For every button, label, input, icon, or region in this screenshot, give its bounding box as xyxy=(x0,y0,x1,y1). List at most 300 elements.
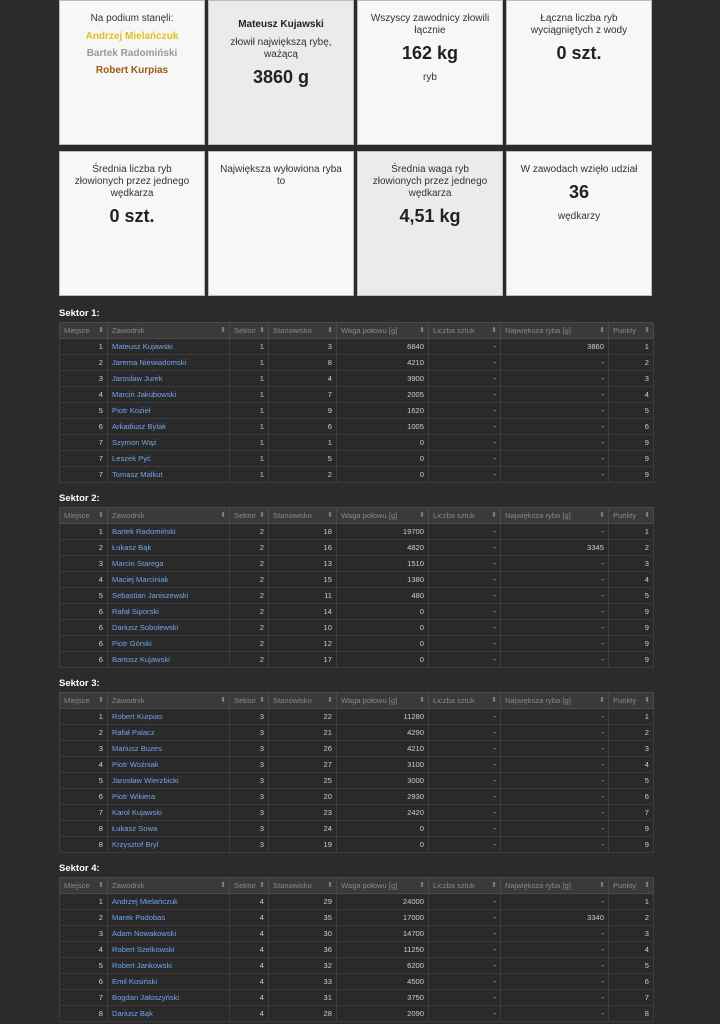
participants-unit: wędkarzy xyxy=(557,211,601,222)
table-cell: 4210 xyxy=(337,355,429,371)
column-header[interactable] xyxy=(230,878,269,894)
table-cell: - xyxy=(429,709,501,725)
table-cell: 7 xyxy=(60,435,108,451)
table-row xyxy=(60,789,654,805)
table-cell: 8 xyxy=(60,837,108,853)
table-row xyxy=(60,725,654,741)
table-cell: 9 xyxy=(269,403,337,419)
table-cell: 4 xyxy=(609,572,654,588)
table-cell: 4 xyxy=(609,757,654,773)
table-cell: 11 xyxy=(269,588,337,604)
column-header[interactable] xyxy=(108,693,230,709)
table-row xyxy=(60,926,654,942)
table-cell: - xyxy=(501,725,609,741)
angler-link[interactable]: Piotr Woźniak xyxy=(108,757,230,773)
table-cell: - xyxy=(501,524,609,540)
table-cell: - xyxy=(501,942,609,958)
angler-link[interactable]: Jarema Niewiadomski xyxy=(108,355,230,371)
table-cell: - xyxy=(429,974,501,990)
podium-first: Andrzej Mielańczuk xyxy=(85,31,179,42)
table-cell: - xyxy=(429,741,501,757)
table-cell: 1 xyxy=(230,371,269,387)
column-header[interactable] xyxy=(609,878,654,894)
column-header[interactable] xyxy=(429,693,501,709)
sort-icon[interactable]: ⬍ xyxy=(259,697,265,704)
table-cell: 9 xyxy=(609,435,654,451)
table-cell: - xyxy=(429,910,501,926)
sort-icon[interactable]: ⬍ xyxy=(599,327,605,334)
largest-fish-label: Największa wyłowiona ryba to xyxy=(220,164,342,187)
table-cell: - xyxy=(501,709,609,725)
table-cell: 19 xyxy=(269,837,337,853)
table-cell: 3 xyxy=(230,821,269,837)
table-row xyxy=(60,773,654,789)
column-header[interactable] xyxy=(501,323,609,339)
column-header-label: Stanowisko xyxy=(273,696,312,705)
column-header-label: Stanowisko xyxy=(273,511,312,520)
angler-link[interactable]: Karol Kujawski xyxy=(108,805,230,821)
table-cell: 2 xyxy=(60,910,108,926)
table-cell: - xyxy=(429,620,501,636)
table-row xyxy=(60,821,654,837)
table-cell: - xyxy=(429,419,501,435)
sort-icon[interactable]: ⬍ xyxy=(220,512,226,519)
table-cell: 3 xyxy=(269,339,337,355)
table-cell: - xyxy=(429,636,501,652)
table-cell: - xyxy=(501,572,609,588)
table-cell: 5 xyxy=(60,588,108,604)
table-row xyxy=(60,620,654,636)
sort-icon[interactable]: ⬍ xyxy=(98,512,104,519)
table-cell: 5 xyxy=(609,958,654,974)
column-header-label: Zawodnik xyxy=(112,696,145,705)
column-header[interactable] xyxy=(609,323,654,339)
angler-link[interactable]: Łukasz Sowa xyxy=(108,821,230,837)
table-cell: 28 xyxy=(269,1006,337,1022)
table-cell: 1 xyxy=(230,467,269,483)
table-cell: 2 xyxy=(230,636,269,652)
podium-second: Bartek Radomiński xyxy=(86,48,178,59)
column-header[interactable] xyxy=(609,508,654,524)
column-header[interactable] xyxy=(337,323,429,339)
table-cell: 6 xyxy=(60,620,108,636)
table-cell: 2 xyxy=(60,540,108,556)
table-cell: 11280 xyxy=(337,709,429,725)
column-header-label: Stanowisko xyxy=(273,326,312,335)
table-cell: 6 xyxy=(60,604,108,620)
column-header-label: Liczba sztuk xyxy=(433,326,475,335)
sector-table xyxy=(59,507,654,668)
column-header-label: Zawodnik xyxy=(112,511,145,520)
table-cell: 3 xyxy=(230,789,269,805)
table-cell: 0 xyxy=(337,467,429,483)
table-row xyxy=(60,741,654,757)
table-cell: 11250 xyxy=(337,942,429,958)
table-cell: - xyxy=(501,958,609,974)
table-cell: - xyxy=(501,467,609,483)
table-cell: 6 xyxy=(269,419,337,435)
table-cell: 1380 xyxy=(337,572,429,588)
avg-count-value: 0 szt. xyxy=(109,206,155,226)
participants-label: W zawodach wzięło udział xyxy=(520,164,638,175)
angler-link[interactable]: Robert Szelkowski xyxy=(108,942,230,958)
table-cell: 33 xyxy=(269,974,337,990)
table-cell: 1 xyxy=(609,524,654,540)
table-cell: 3860 xyxy=(501,339,609,355)
table-cell: 2 xyxy=(230,524,269,540)
table-cell: 0 xyxy=(337,652,429,668)
angler-link[interactable]: Bartosz Kujawski xyxy=(108,652,230,668)
sector-title: Sektor 3: xyxy=(59,678,100,689)
table-row xyxy=(60,942,654,958)
column-header[interactable] xyxy=(337,878,429,894)
column-header-label: Największa ryba [g] xyxy=(505,881,571,890)
biggest-fish-label: złowił największą rybę, ważącą xyxy=(230,37,332,60)
table-cell: 4 xyxy=(230,990,269,1006)
table-cell: 3 xyxy=(609,741,654,757)
table-cell: 7 xyxy=(60,805,108,821)
angler-link[interactable]: Łukasz Bąk xyxy=(108,540,230,556)
column-header[interactable] xyxy=(429,508,501,524)
total-weight-card xyxy=(357,0,503,145)
angler-link[interactable]: Mateusz Kujawski xyxy=(108,339,230,355)
column-header[interactable] xyxy=(230,323,269,339)
table-cell: 4 xyxy=(230,974,269,990)
angler-link[interactable]: Marcin Starega xyxy=(108,556,230,572)
sort-icon[interactable]: ⬍ xyxy=(419,327,425,334)
sort-icon[interactable]: ⬍ xyxy=(327,697,333,704)
column-header[interactable] xyxy=(337,508,429,524)
table-row xyxy=(60,588,654,604)
table-cell: 9 xyxy=(609,636,654,652)
column-header-label: Miejsce xyxy=(64,696,90,705)
column-header[interactable] xyxy=(269,693,337,709)
table-cell: 18 xyxy=(269,524,337,540)
column-header[interactable] xyxy=(429,323,501,339)
table-cell: 3 xyxy=(230,725,269,741)
angler-link[interactable]: Szymon Wąż xyxy=(108,435,230,451)
table-cell: 3345 xyxy=(501,540,609,556)
angler-link[interactable]: Marek Podobas xyxy=(108,910,230,926)
table-cell: - xyxy=(429,371,501,387)
table-cell: - xyxy=(501,620,609,636)
column-header-label: Miejsce xyxy=(64,511,90,520)
table-cell: - xyxy=(501,1006,609,1022)
table-cell: 27 xyxy=(269,757,337,773)
podium-card xyxy=(59,0,205,145)
table-cell: 2 xyxy=(269,467,337,483)
table-row xyxy=(60,524,654,540)
table-cell: - xyxy=(501,387,609,403)
angler-link[interactable]: Piotr Kozieł xyxy=(108,403,230,419)
table-cell: 2090 xyxy=(337,1006,429,1022)
table-cell: - xyxy=(429,990,501,1006)
table-cell: - xyxy=(501,588,609,604)
angler-link[interactable]: Marcin Jakubowski xyxy=(108,387,230,403)
table-row xyxy=(60,837,654,853)
table-row xyxy=(60,990,654,1006)
table-cell: - xyxy=(501,419,609,435)
column-header[interactable] xyxy=(269,878,337,894)
table-cell: - xyxy=(429,451,501,467)
table-cell: 1 xyxy=(230,355,269,371)
table-cell: - xyxy=(501,741,609,757)
table-cell: 7 xyxy=(60,990,108,1006)
table-cell: 2005 xyxy=(337,387,429,403)
sort-icon[interactable]: ⬍ xyxy=(327,512,333,519)
column-header[interactable] xyxy=(429,878,501,894)
angler-link[interactable]: Rafał Siporski xyxy=(108,604,230,620)
column-header[interactable] xyxy=(60,508,108,524)
column-header-label: Największa ryba [g] xyxy=(505,696,571,705)
table-cell: 3750 xyxy=(337,990,429,1006)
table-cell: 4500 xyxy=(337,974,429,990)
table-cell: 23 xyxy=(269,805,337,821)
table-cell: - xyxy=(429,757,501,773)
fish-count-card xyxy=(506,0,652,145)
angler-link[interactable]: Bartek Radomiński xyxy=(108,524,230,540)
table-cell: 4 xyxy=(60,757,108,773)
table-cell: 1 xyxy=(230,339,269,355)
table-cell: 6 xyxy=(609,974,654,990)
sort-icon[interactable]: ⬍ xyxy=(644,327,650,334)
table-cell: 7 xyxy=(60,451,108,467)
table-cell: - xyxy=(501,604,609,620)
angler-link[interactable]: Robert Jankowski xyxy=(108,958,230,974)
table-cell: 6 xyxy=(60,652,108,668)
sort-icon[interactable]: ⬍ xyxy=(259,327,265,334)
column-header[interactable] xyxy=(60,878,108,894)
sort-icon[interactable]: ⬍ xyxy=(419,882,425,889)
table-cell: 6 xyxy=(609,419,654,435)
table-cell: - xyxy=(429,403,501,419)
sort-icon[interactable]: ⬍ xyxy=(259,882,265,889)
angler-link[interactable]: Andrzej Mielańczuk xyxy=(108,894,230,910)
total-weight-value: 162 kg xyxy=(401,43,459,63)
angler-link[interactable]: Jarosław Jurek xyxy=(108,371,230,387)
table-cell: 31 xyxy=(269,990,337,1006)
sector-title: Sektor 4: xyxy=(59,863,100,874)
angler-link[interactable]: Sebastian Janiszewski xyxy=(108,588,230,604)
table-cell: - xyxy=(501,926,609,942)
column-header[interactable] xyxy=(501,693,609,709)
table-cell: 4 xyxy=(230,894,269,910)
table-cell: 4 xyxy=(230,926,269,942)
angler-link[interactable]: Adam Nowakowski xyxy=(108,926,230,942)
fish-count-value: 0 szt. xyxy=(556,43,602,63)
summary-cards xyxy=(59,0,653,296)
column-header[interactable] xyxy=(269,508,337,524)
table-cell: 29 xyxy=(269,894,337,910)
angler-link[interactable]: Emil Kosiński xyxy=(108,974,230,990)
table-cell: 32 xyxy=(269,958,337,974)
table-cell: 6 xyxy=(60,419,108,435)
table-cell: 2 xyxy=(609,725,654,741)
column-header-label: Waga połowu [g] xyxy=(341,326,398,335)
sort-icon[interactable]: ⬍ xyxy=(220,697,226,704)
table-cell: 1 xyxy=(60,709,108,725)
table-cell: 3 xyxy=(230,773,269,789)
sort-icon[interactable]: ⬍ xyxy=(220,327,226,334)
column-header[interactable] xyxy=(501,508,609,524)
table-cell: 3 xyxy=(60,741,108,757)
sort-icon[interactable]: ⬍ xyxy=(491,882,497,889)
table-cell: 1 xyxy=(230,419,269,435)
angler-link[interactable]: Tomasz Malkut xyxy=(108,467,230,483)
table-cell: 8 xyxy=(609,1006,654,1022)
table-row xyxy=(60,1006,654,1022)
table-cell: 20 xyxy=(269,789,337,805)
biggest-fish-card xyxy=(208,0,354,145)
angler-link[interactable]: Maciej Marciniak xyxy=(108,572,230,588)
table-cell: 2 xyxy=(60,355,108,371)
table-cell: 4820 xyxy=(337,540,429,556)
table-cell: 6 xyxy=(60,636,108,652)
sector-title: Sektor 2: xyxy=(59,493,100,504)
table-cell: - xyxy=(429,942,501,958)
table-cell: - xyxy=(429,837,501,853)
table-cell: 1005 xyxy=(337,419,429,435)
table-cell: 12 xyxy=(269,636,337,652)
table-cell: - xyxy=(429,467,501,483)
table-cell: - xyxy=(429,540,501,556)
sector-title: Sektor 1: xyxy=(59,308,100,319)
table-row xyxy=(60,435,654,451)
sort-icon[interactable]: ⬍ xyxy=(644,697,650,704)
table-cell: 2 xyxy=(230,620,269,636)
fish-count-label: Łączna liczba ryb wyciągniętych z wody xyxy=(530,13,628,36)
table-cell: 4 xyxy=(60,387,108,403)
table-cell: - xyxy=(429,926,501,942)
sort-icon[interactable]: ⬍ xyxy=(599,512,605,519)
table-row xyxy=(60,467,654,483)
table-cell: 1620 xyxy=(337,403,429,419)
angler-link[interactable]: Leszek Pyć xyxy=(108,451,230,467)
sort-icon[interactable]: ⬍ xyxy=(644,512,650,519)
table-cell: 4 xyxy=(230,1006,269,1022)
angler-link[interactable]: Rafał Palacz xyxy=(108,725,230,741)
table-cell: 5 xyxy=(60,403,108,419)
table-cell: - xyxy=(501,371,609,387)
table-cell: - xyxy=(501,556,609,572)
column-header[interactable] xyxy=(230,508,269,524)
table-cell: 1 xyxy=(60,339,108,355)
sort-icon[interactable]: ⬍ xyxy=(419,512,425,519)
table-cell: 0 xyxy=(337,620,429,636)
sort-icon[interactable]: ⬍ xyxy=(327,882,333,889)
table-cell: 22 xyxy=(269,709,337,725)
table-cell: 1 xyxy=(60,524,108,540)
table-cell: 21 xyxy=(269,725,337,741)
angler-link[interactable]: Bogdan Jałoszyński xyxy=(108,990,230,1006)
column-header[interactable] xyxy=(108,508,230,524)
table-cell: 6 xyxy=(609,789,654,805)
angler-link[interactable]: Dariusz Bąk xyxy=(108,1006,230,1022)
sort-icon[interactable]: ⬍ xyxy=(327,327,333,334)
column-header-label: Miejsce xyxy=(64,881,90,890)
table-cell: - xyxy=(501,821,609,837)
table-cell: - xyxy=(429,588,501,604)
table-cell: 14 xyxy=(269,604,337,620)
table-cell: 35 xyxy=(269,910,337,926)
sort-icon[interactable]: ⬍ xyxy=(491,327,497,334)
column-header[interactable] xyxy=(609,693,654,709)
table-row xyxy=(60,451,654,467)
table-cell: 1 xyxy=(230,435,269,451)
angler-link[interactable]: Arkadiusz Bylak xyxy=(108,419,230,435)
table-cell: 8 xyxy=(60,821,108,837)
sort-icon[interactable]: ⬍ xyxy=(419,697,425,704)
table-cell: - xyxy=(429,355,501,371)
sort-icon[interactable]: ⬍ xyxy=(220,882,226,889)
angler-link[interactable]: Jarosław Wierzbicki xyxy=(108,773,230,789)
column-header[interactable] xyxy=(230,693,269,709)
table-cell: - xyxy=(501,974,609,990)
table-cell: 3 xyxy=(609,556,654,572)
sort-icon[interactable]: ⬍ xyxy=(491,512,497,519)
table-cell: 2 xyxy=(230,652,269,668)
table-cell: 5 xyxy=(609,403,654,419)
table-row xyxy=(60,974,654,990)
angler-link[interactable]: Mariusz Buzes xyxy=(108,741,230,757)
column-header-label: Liczba sztuk xyxy=(433,881,475,890)
column-header-label: Sektor xyxy=(234,326,256,335)
table-cell: 2 xyxy=(230,540,269,556)
table-cell: - xyxy=(429,572,501,588)
sort-icon[interactable]: ⬍ xyxy=(491,697,497,704)
table-cell: - xyxy=(501,789,609,805)
table-cell: 1 xyxy=(609,894,654,910)
column-header[interactable] xyxy=(60,693,108,709)
column-header[interactable] xyxy=(108,323,230,339)
column-header[interactable] xyxy=(60,323,108,339)
angler-link[interactable]: Piotr Górski xyxy=(108,636,230,652)
angler-link[interactable]: Dariusz Sobolewski xyxy=(108,620,230,636)
table-cell: 3 xyxy=(230,837,269,853)
table-cell: 6840 xyxy=(337,339,429,355)
sort-icon[interactable]: ⬍ xyxy=(98,882,104,889)
avg-weight-card xyxy=(357,151,503,296)
table-cell: 4290 xyxy=(337,725,429,741)
angler-link[interactable]: Krzysztof Bryl xyxy=(108,837,230,853)
sort-icon[interactable]: ⬍ xyxy=(599,697,605,704)
column-header[interactable] xyxy=(501,878,609,894)
sort-icon[interactable]: ⬍ xyxy=(98,697,104,704)
sort-icon[interactable]: ⬍ xyxy=(644,882,650,889)
angler-link[interactable]: Piotr Wikiera xyxy=(108,789,230,805)
table-cell: 17000 xyxy=(337,910,429,926)
column-header-label: Największa ryba [g] xyxy=(505,511,571,520)
table-cell: 8 xyxy=(60,1006,108,1022)
column-header[interactable] xyxy=(108,878,230,894)
angler-link[interactable]: Robert Kurpias xyxy=(108,709,230,725)
sort-icon[interactable]: ⬍ xyxy=(98,327,104,334)
table-cell: 7 xyxy=(60,467,108,483)
table-cell: 0 xyxy=(337,435,429,451)
sector-table xyxy=(59,322,654,483)
sort-icon[interactable]: ⬍ xyxy=(259,512,265,519)
avg-weight-value: 4,51 kg xyxy=(399,206,461,226)
table-cell: 4 xyxy=(230,958,269,974)
table-cell: 8 xyxy=(269,355,337,371)
column-header[interactable] xyxy=(269,323,337,339)
sort-icon[interactable]: ⬍ xyxy=(599,882,605,889)
table-cell: - xyxy=(501,894,609,910)
column-header[interactable] xyxy=(337,693,429,709)
table-cell: 1 xyxy=(60,894,108,910)
table-cell: 2 xyxy=(230,556,269,572)
table-cell: - xyxy=(429,725,501,741)
